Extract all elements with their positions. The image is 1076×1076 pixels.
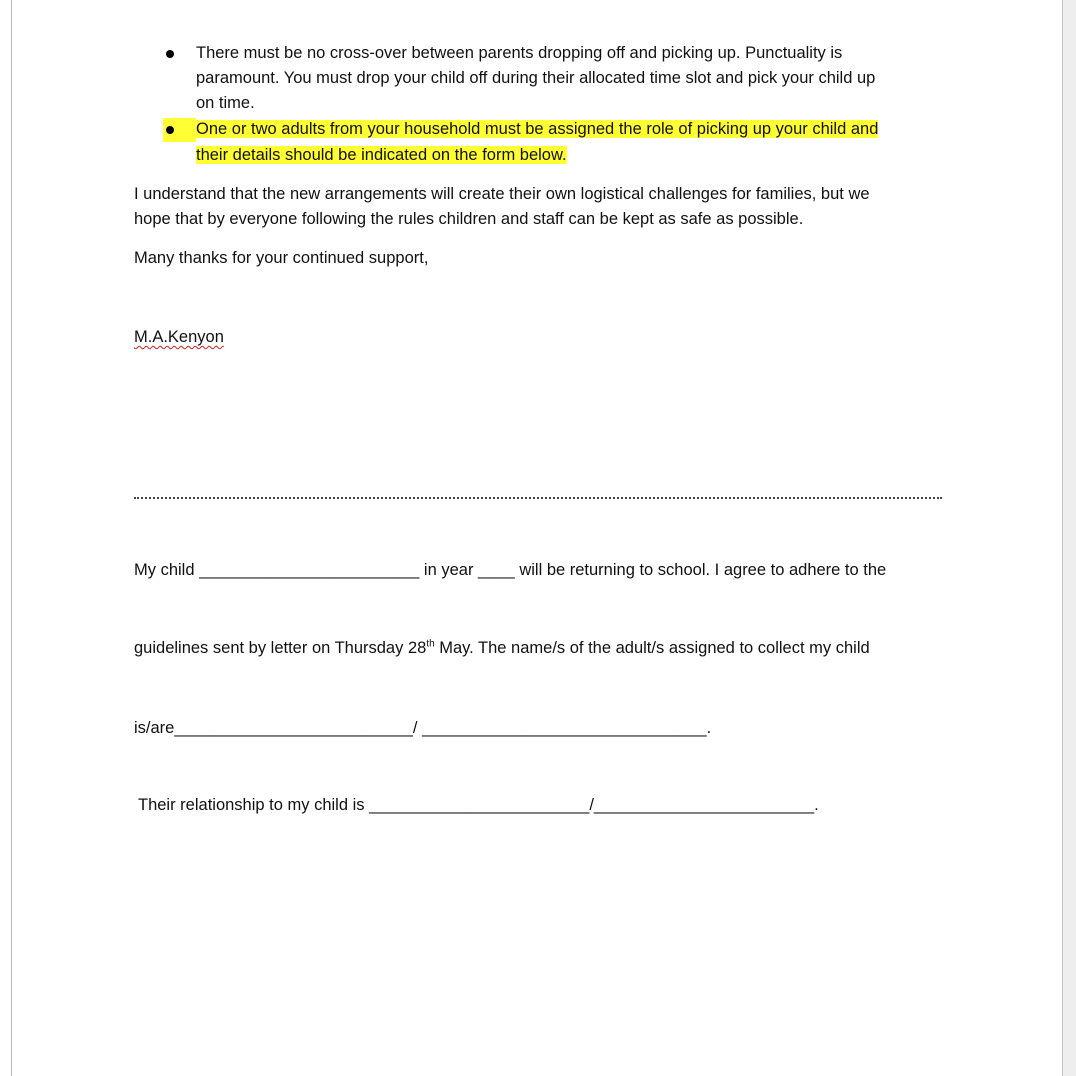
paragraph-line-2: hope that by everyone following the rules children and staff can be kept as safe as possible. (134, 210, 804, 228)
bullet-2-line-2 (196, 143, 567, 169)
bullet-1-line-3: on time. (196, 94, 255, 112)
highlighted-text: their details should be indicated on the form below. (196, 146, 567, 164)
form-line-3: is/are__________________________/ _______________________________. (134, 719, 712, 737)
form-line-1: My child ________________________ in year ____ will be returning to school. I agree to adhere to the (134, 561, 887, 579)
bullet-1-line-1: There must be no cross-over between parents dropping off and picking up. Punctuality is (196, 44, 843, 62)
form-line-2 (134, 636, 870, 662)
bullet-2-line-1 (196, 117, 878, 143)
bullet-1-line-2: paramount. You must drop your child off during their allocated time slot and pick your child up (196, 69, 876, 87)
form-line-2-start: guidelines sent by letter on Thursday 28 (134, 639, 427, 657)
closing-line: Many thanks for your continued support, (134, 249, 429, 267)
form-line-2-end: May. The name/s of the adult/s assigned to collect my child (434, 639, 870, 657)
highlighted-text: One or two adults from your household must be assigned the role of picking up your child and (196, 120, 879, 138)
form-line-4: Their relationship to my child is ________________________/________________________. (138, 796, 819, 814)
signature (134, 325, 224, 351)
paragraph-line-1: I understand that the new arrangements will create their own logistical challenges for families, but we (134, 185, 870, 203)
signature-name: M.A.Kenyon (134, 328, 224, 346)
ordinal-suffix: th (426, 638, 435, 650)
window-right-margin (1062, 0, 1076, 1076)
bullet-dot (166, 50, 174, 58)
tear-off-dotted-line (134, 496, 942, 499)
bullet-dot (166, 126, 174, 134)
